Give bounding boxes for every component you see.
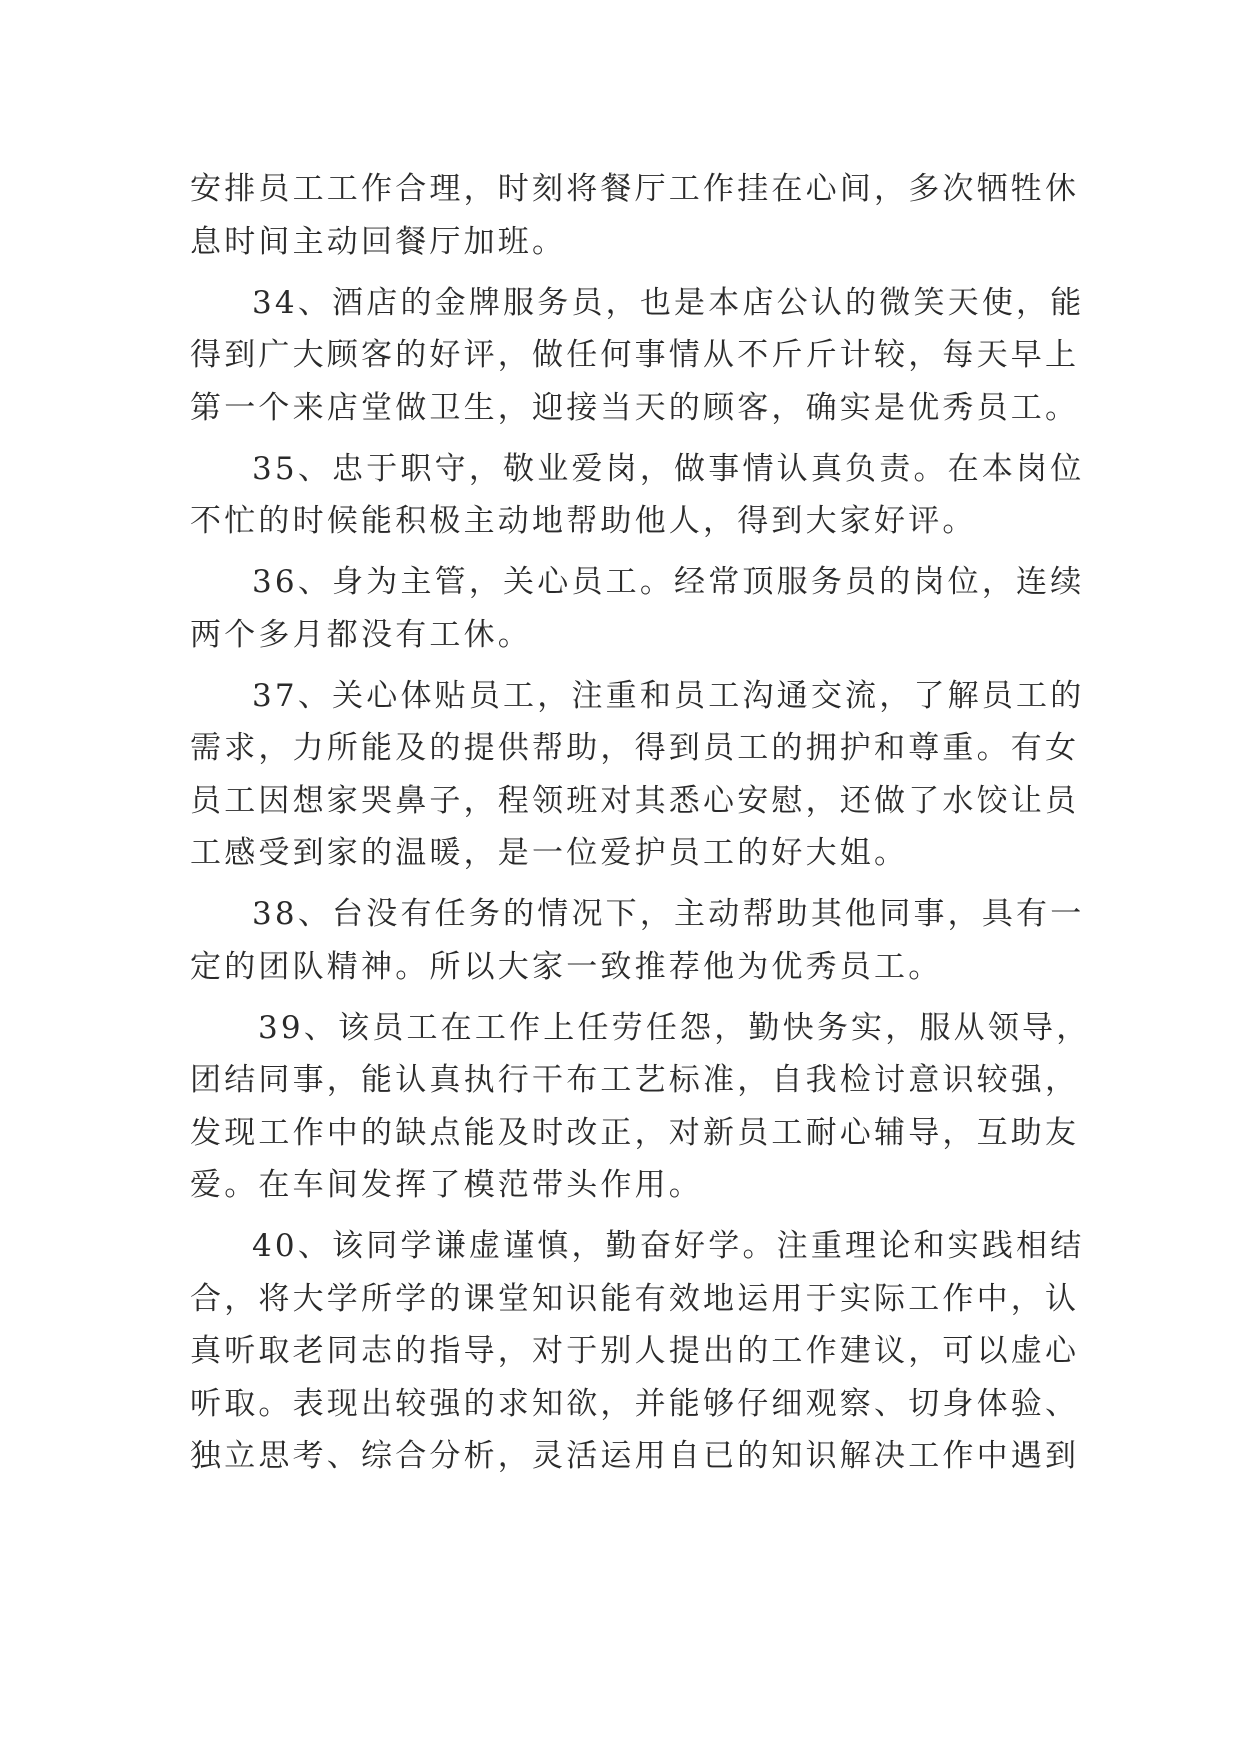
text-line: 定的团队精神。所以大家一致推荐他为优秀员工。 (190, 948, 943, 985)
paragraph-gap (190, 268, 1070, 277)
text-line: 工感受到家的温暖，是一位爱护员工的好大姐。 (190, 835, 909, 871)
paragraph-gap (190, 661, 1070, 670)
paragraph-gap (190, 993, 1070, 1002)
text-line: 安排员工工作合理，时刻将餐厅工作挂在心间，多次牺牲休 (190, 171, 1080, 207)
paragraph-37-first-line: 37、关心体贴员工，注重和员工沟通交流，了解员工的 (252, 677, 1085, 714)
paragraph-gap (190, 434, 1070, 443)
text-line: 听取。表现出较强的求知欲，并能够仔细观察、切身体验、 (190, 1385, 1080, 1422)
text-line: 息时间主动回餐厅加班。 (190, 223, 567, 260)
paragraph-38-first-line: 38、台没有任务的情况下，主动帮助其他同事，具有一 (252, 896, 1085, 932)
text-line: 合，将大学所学的课堂知识能有效地运用于实际工作中，认 (190, 1280, 1080, 1317)
paragraph-gap (190, 880, 1070, 889)
paragraph-35-first-line: 35、忠于职守，敬业爱岗，做事情认真负责。在本岗位 (252, 450, 1085, 487)
paragraph-36-first-line: 36、身为主管，关心员工。经常顶服务员的岗位，连续 (252, 564, 1085, 600)
text-line: 真听取老同志的指导，对于别人提出的工作建议，可以虚心 (190, 1333, 1080, 1369)
text-line: 独立思考、综合分析，灵活运用自已的知识解决工作中遇到 (190, 1438, 1080, 1474)
text-line: 不忙的时候能积极主动地帮助他人，得到大家好评。 (190, 503, 977, 539)
text-line: 员工因想家哭鼻子，程领班对其悉心安慰，还做了水饺让员 (190, 782, 1080, 819)
body-text (190, 163, 1091, 1483)
text-line: 第一个来店堂做卫生，迎接当天的顾客，确实是优秀员工。 (190, 389, 1080, 426)
text-line: 两个多月都没有工休。 (190, 616, 532, 653)
text-line: 爱。在车间发挥了模范带头作用。 (190, 1167, 703, 1203)
paragraph-39-first-line: 39、该员工在工作上任劳任怨，勤快务实，服从领导， (258, 1009, 1091, 1046)
paragraph-40-first-line: 40、该同学谦虚谨慎，勤奋好学。注重理论和实践相结 (252, 1228, 1085, 1264)
paragraph-gap (190, 1212, 1070, 1221)
text-line: 需求，力所能及的提供帮助，得到员工的拥护和尊重。有女 (190, 730, 1080, 766)
text-line: 团结同事，能认真执行干布工艺标准，自我检讨意识较强， (190, 1062, 1080, 1098)
paragraph-34-first-line: 34、酒店的金牌服务员，也是本店公认的微笑天使，能 (252, 284, 1085, 321)
text-line: 发现工作中的缺点能及时改正，对新员工耐心辅导，互助友 (190, 1114, 1080, 1151)
paragraph-gap (190, 548, 1070, 557)
text-line: 得到广大顾客的好评，做任何事情从不斤斤计较，每天早上 (190, 337, 1080, 373)
